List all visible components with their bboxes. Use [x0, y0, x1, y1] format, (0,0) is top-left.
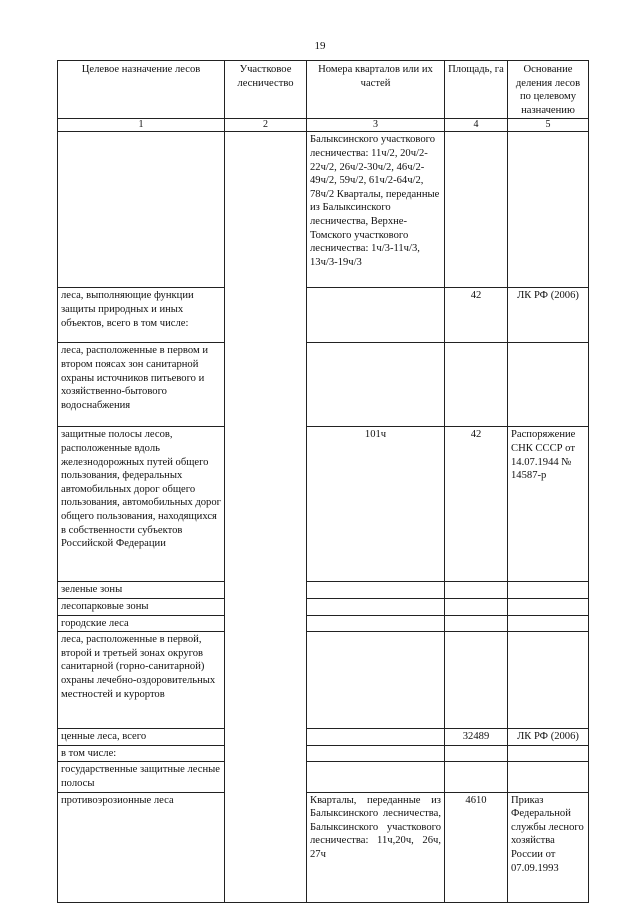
- cell-quarters: [307, 729, 445, 746]
- table-header-row: [58, 61, 589, 119]
- cell-area: 4610: [445, 792, 508, 902]
- table-row: [58, 729, 589, 746]
- cell-quarters: [307, 598, 445, 615]
- cell-quarters: Кварталы, переданные из Балыксинского лесничества, Балыксинского участкового лесничества: 11ч,20ч, 26ч, 27ч: [307, 792, 445, 902]
- cell-purpose: в том числе:: [58, 745, 225, 762]
- cell-purpose: леса, расположенные в первом и втором поясах зон санитарной охраны источников питьевого и хозяйственно-бытового водоснабжения: [58, 343, 225, 427]
- column-number: 1: [58, 119, 225, 132]
- cell-area: [445, 615, 508, 632]
- cell-purpose: леса, расположенные в первой, второй и третьей зонах округов санитарной (горно-санитарной) охраны лечебно-оздоровительных местностей и курортов: [58, 632, 225, 729]
- cell-area: [445, 632, 508, 729]
- cell-basis: [508, 132, 589, 288]
- cell-basis: [508, 598, 589, 615]
- column-number: 4: [445, 119, 508, 132]
- cell-purpose: городские леса: [58, 615, 225, 632]
- cell-basis: [508, 745, 589, 762]
- cell-basis: [508, 582, 589, 599]
- cell-purpose: зеленые зоны: [58, 582, 225, 599]
- cell-purpose: ценные леса, всего: [58, 729, 225, 746]
- header-district: Участковое лесничество: [225, 61, 307, 119]
- cell-basis: [508, 762, 589, 792]
- table-row: [58, 632, 589, 729]
- cell-area: [445, 762, 508, 792]
- table-row: [58, 343, 589, 427]
- cell-quarters: [307, 762, 445, 792]
- cell-quarters: [307, 582, 445, 599]
- page-number: 19: [314, 40, 326, 52]
- table-row: [58, 132, 589, 288]
- cell-area: [445, 132, 508, 288]
- cell-quarters: [307, 632, 445, 729]
- cell-basis: [508, 632, 589, 729]
- table-row: [58, 615, 589, 632]
- table-row: [58, 288, 589, 343]
- cell-quarters: 101ч: [307, 427, 445, 582]
- cell-purpose: государственные защитные лесные полосы: [58, 762, 225, 792]
- cell-basis: ЛК РФ (2006): [508, 729, 589, 746]
- cell-area: 42: [445, 288, 508, 343]
- cell-basis: Приказ Федеральной службы лесного хозяйства России от 07.09.1993: [508, 792, 589, 902]
- cell-basis: [508, 343, 589, 427]
- cell-quarters: [307, 343, 445, 427]
- cell-area: [445, 745, 508, 762]
- header-quarters: Номера кварталов или их частей: [307, 61, 445, 119]
- cell-purpose: защитные полосы лесов, расположенные вдоль железнодорожных путей общего пользования, федеральных автомобильных дорог общего пользования, автомобильных дорог общего пользования, находящихся в собственности субъектов Российской Федерации: [58, 427, 225, 582]
- table-row: [58, 427, 589, 582]
- column-number: 2: [225, 119, 307, 132]
- table-row: [58, 582, 589, 599]
- cell-purpose: леса, выполняющие функции защиты природных и иных объектов, всего в том числе:: [58, 288, 225, 343]
- cell-basis: ЛК РФ (2006): [508, 288, 589, 343]
- cell-basis: Распоряжение СНК СССР от 14.07.1944 № 14587-р: [508, 427, 589, 582]
- cell-basis: [508, 615, 589, 632]
- header-purpose: Целевое назначение лесов: [58, 61, 225, 119]
- cell-district: [225, 132, 307, 902]
- cell-purpose: противоэрозионные леса: [58, 792, 225, 902]
- cell-area: 32489: [445, 729, 508, 746]
- cell-area: [445, 582, 508, 599]
- column-number: 3: [307, 119, 445, 132]
- cell-purpose: [58, 132, 225, 288]
- table-row: [58, 762, 589, 792]
- table-row: [58, 598, 589, 615]
- cell-area: 42: [445, 427, 508, 582]
- column-number: 5: [508, 119, 589, 132]
- table-row: [58, 745, 589, 762]
- header-area: Площадь, га: [445, 61, 508, 119]
- cell-area: [445, 343, 508, 427]
- cell-quarters: [307, 615, 445, 632]
- cell-purpose: лесопарковые зоны: [58, 598, 225, 615]
- header-basis: Основание деления лесов по целевому назначению: [508, 61, 589, 119]
- column-number-row: [58, 119, 589, 132]
- cell-area: [445, 598, 508, 615]
- cell-quarters: Балыксинского участкового лесничества: 11ч/2, 20ч/2-22ч/2, 26ч/2-30ч/2, 46ч/2-49ч/2, 59ч/2, 61ч/2-64ч/2, 78ч/2 Кварталы, переданные из Балыксинского лесничества, Верхне-Томского участкового лесничества: 1ч/3-11ч/3, 13ч/3-19ч/3: [307, 132, 445, 288]
- cell-quarters: [307, 288, 445, 343]
- table-row: [58, 792, 589, 902]
- forest-purpose-table: [57, 60, 589, 903]
- cell-quarters: [307, 745, 445, 762]
